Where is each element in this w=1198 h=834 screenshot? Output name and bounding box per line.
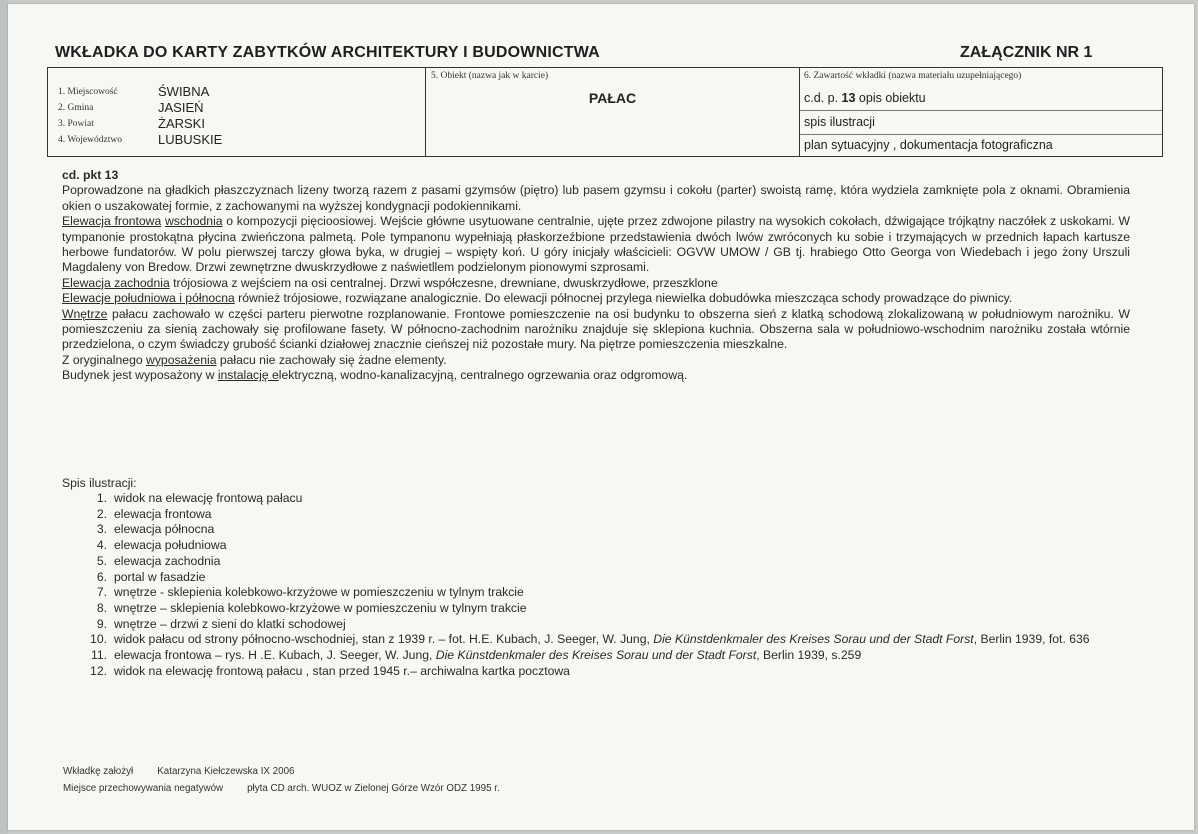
footer-author <box>63 766 294 777</box>
item-text: wnętrze - sklepienia kolebkowo-krzyżowe w pomieszczeniu w tylnym trakcie <box>114 585 524 600</box>
list-item <box>62 522 1132 538</box>
location-label: 2. Gmina <box>58 103 94 113</box>
item-number: 12. <box>90 663 107 678</box>
section-heading: cd. pkt 13 <box>62 168 119 182</box>
list-item <box>62 585 1132 601</box>
object-cell <box>426 68 800 156</box>
footer-value: płyta CD arch. WUOZ w Zielonej Górze Wzór ODZ 1995 r. <box>247 783 500 794</box>
item-text: elewacja zachodnia <box>114 553 221 568</box>
list-item <box>62 554 1132 570</box>
item-text: widok na elewację frontową pałacu , stan przed 1945 r.– archiwalna kartka pocztowa <box>114 663 570 678</box>
item-number: 9. <box>96 616 107 631</box>
item-number: 6. <box>96 569 107 584</box>
object-label: 5. Obiekt (nazwa jak w karcie) <box>431 71 549 81</box>
illustrations-list <box>62 491 1132 679</box>
location-label: 1. Miejscowość <box>58 87 118 97</box>
contents-suffix: opis obiektu <box>858 91 926 105</box>
footer-label: Miejsce przechowywania negatywów <box>63 783 224 794</box>
location-cell <box>48 68 426 156</box>
paragraph-text: Z oryginalnego <box>62 352 147 367</box>
item-text: elewacja frontowa <box>114 506 212 521</box>
item-text: widok na elewację frontową pałacu <box>114 491 303 505</box>
paragraph-text: również trójosiowe, rozwiązane analogicznie. Do elewacji północnej przylega niewielka dobudówka mieszcząca schody prowadzące do piwnicy. <box>234 291 1013 306</box>
location-value: ŚWIBNA <box>158 84 210 99</box>
list-item <box>62 664 1132 680</box>
item-source-title: Die Künstdenkmaler des Kreises Sorau und der Stadt Forst <box>653 632 974 647</box>
item-text: elewacja południowa <box>114 538 227 553</box>
object-name: PAŁAC <box>588 90 637 106</box>
list-item <box>62 632 1132 648</box>
item-text: widok pałacu od strony północno-wschodniej, stan z 1939 r. – fot. H.E. Kubach, J. Seeger, W. Jung, <box>114 632 654 647</box>
contents-prefix: c.d. p. <box>804 91 839 105</box>
item-text: elewacja północna <box>114 522 215 537</box>
paragraph: Poprowadzone na gładkich płaszczyznach lizeny tworzą razem z pasami gzymsów (piętro) lub pasem gzymsu i cokołu (parter) swoistą ramę, która wydziela zamknięte pola z oknami. Obramienia okien o uszakowatej formie, z zachowanymi na wyższej kondygnacji podokiennikami. <box>62 183 1130 213</box>
paragraph <box>62 291 1130 306</box>
contents-line-1 <box>804 91 926 105</box>
underlined-term: Elewacja zachodnia <box>62 275 170 290</box>
underlined-term: wschodnia <box>164 214 223 229</box>
item-text: elewacja frontowa – rys. H .E. Kubach, J. Seeger, W. Jung, <box>114 648 436 663</box>
underlined-term: wyposażenia <box>146 352 217 367</box>
item-number: 5. <box>96 553 107 568</box>
description-body <box>62 168 1130 384</box>
contents-line-2: spis ilustracji <box>804 115 875 129</box>
list-item <box>62 601 1132 617</box>
location-value: LUBUSKIE <box>158 132 223 147</box>
location-label: 3. Powiat <box>58 119 94 129</box>
paragraph-text: lektryczną, wodno-kanalizacyjną, centralnego ogrzewania oraz odgromową. <box>278 368 688 383</box>
footer-storage <box>63 783 500 794</box>
item-number: 10. <box>90 632 107 647</box>
item-text: , Berlin 1939, fot. 636 <box>973 632 1090 647</box>
footer-value: Katarzyna Kiełczewska IX 2006 <box>157 766 295 777</box>
scan-edge <box>0 0 8 834</box>
location-label: 4. Województwo <box>58 135 122 145</box>
item-text: , Berlin 1939, s.259 <box>756 648 862 663</box>
list-item <box>62 507 1132 523</box>
underlined-term: Elewacje południowa i północna <box>62 291 235 306</box>
divider <box>800 110 1162 111</box>
document-title: WKŁADKA DO KARTY ZABYTKÓW ARCHITEKTURY I BUDOWNICTWA <box>55 44 600 61</box>
paragraph-text: pałacu nie zachowały się żadne elementy. <box>216 352 447 367</box>
list-item <box>62 491 1132 507</box>
location-value: ŻARSKI <box>158 116 205 131</box>
header-table <box>47 67 1163 157</box>
illustrations-title: Spis ilustracji: <box>62 476 137 490</box>
annex-label: ZAŁĄCZNIK NR 1 <box>960 44 1093 61</box>
item-number: 3. <box>96 522 107 537</box>
location-value: JASIEŃ <box>158 100 204 115</box>
paragraph <box>62 276 1130 291</box>
contents-line-3: plan sytuacyjny , dokumentacja fotograficzna <box>804 138 1053 152</box>
contents-cell <box>800 68 1162 156</box>
footer-label: Wkładkę założył <box>63 766 134 777</box>
list-item <box>62 617 1132 633</box>
item-text: wnętrze – drzwi z sieni do klatki schodowej <box>114 616 346 631</box>
item-number: 8. <box>96 600 107 615</box>
item-number: 2. <box>96 506 107 521</box>
list-item <box>62 648 1132 664</box>
underlined-term: Wnętrze <box>62 306 108 321</box>
contents-label: 6. Zawartość wkładki (nazwa materiału uzupełniającego) <box>804 71 1022 81</box>
item-text: wnętrze – sklepienia kolebkowo-krzyżowe w pomieszczeniu w tylnym trakcie <box>114 600 527 615</box>
paragraph-text: pałacu zachowało w części parteru pierwotne rozplanowanie. Frontowe pomieszczenie na osi budynku to obszerna sień z klatką schodową zlokalizowaną w południowym narożniku. W pomieszczeniu za sienią zachowały się profilowane fasety. W północno-zachodnim narożniku znajduje się sklepiona kuchnia. Obszerna sala w południowo-wschodnim narożniku została wtórnie przedzielona, o czym świadczy grubość ścianki działowej znacznie cieńszej niż pozostałe mury. Na piętrze pomieszczenia mieszkalne. <box>62 306 1130 352</box>
item-source-title: Die Künstdenkmaler des Kreises Sorau und der Stadt Forst <box>435 648 757 663</box>
paragraph <box>62 353 1130 368</box>
item-number: 1. <box>96 491 107 505</box>
divider <box>800 134 1162 135</box>
item-text: portal w fasadzie <box>114 569 206 584</box>
paragraph <box>62 214 1130 276</box>
item-number: 11. <box>90 648 107 663</box>
underlined-term: Elewacja frontowa <box>62 214 162 229</box>
paragraph <box>62 368 1130 383</box>
paragraph <box>62 307 1130 353</box>
paragraph-text: o kompozycji pięcioosiowej. Wejście główne usytuowane centralnie, ujęte przez zdwojone pilastry na wysokich cokołach, dźwigające trójkątny naczółek z uskokami. W tympanonie prostokątna płycina zwieńczona palmetą. Pole tympanonu wypełniają płaskorzeźbione przedstawienia dwóch lwów zwróconych ku sobie i trzymających w przednich łapach kartusze herbowe fundatorów. W polu pierwszej tarczy głowa byka, w drugiej – wspięty koń. U góry inicjały właścicieli: OGVW UMOW / GB tj. hrabiego Otto Georga von Wiedebach i jego żony Urszuli Magdaleny von Bredow. Drzwi zewnętrzne dwuskrzydłowe z naświetllem podzielonym pionowymi szprosami. <box>62 214 1131 275</box>
list-item <box>62 570 1132 586</box>
item-number: 7. <box>96 585 107 600</box>
underlined-term: instalację e <box>217 368 279 383</box>
contents-point-number: 13 <box>841 91 856 105</box>
item-number: 4. <box>96 538 107 553</box>
paragraph-text: Budynek jest wyposażony w <box>62 368 218 383</box>
paragraph-text: trójosiowa z wejściem na osi centralnej. Drzwi współczesne, drewniane, dwuskrzydłowe, przeszklone <box>169 275 718 290</box>
list-item <box>62 538 1132 554</box>
